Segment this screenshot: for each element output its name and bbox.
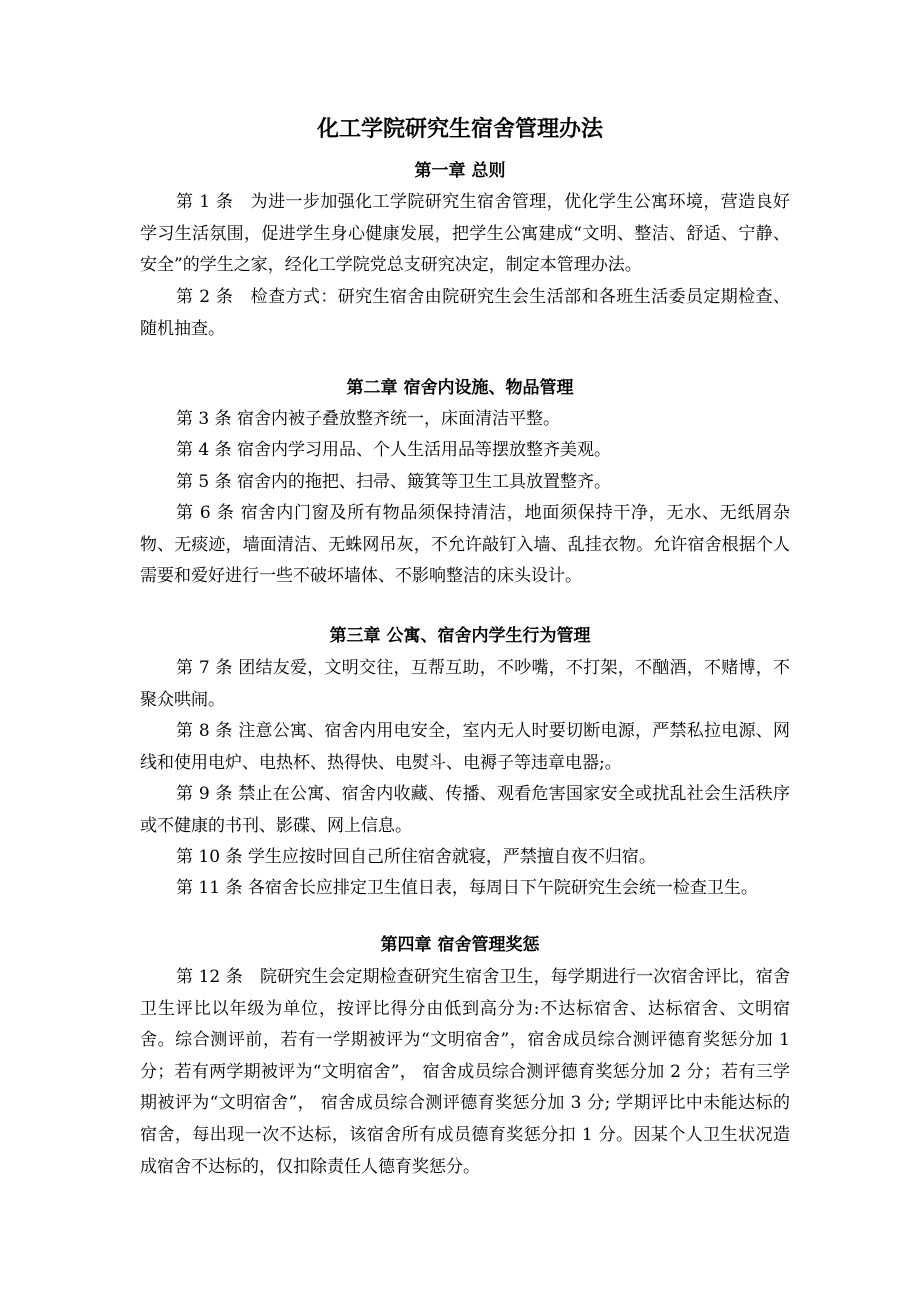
chapter-3-heading: 第三章 公寓、宿舍内学生行为管理: [329, 626, 591, 646]
article-7: 第 7 条 团结友爱，文明交往，互帮互助，不吵嘴，不打架，不酗酒，不赌博，不聚众哄闹。: [140, 658, 790, 710]
chapter-1-heading: 第一章 总则: [414, 161, 506, 181]
chapter-4-heading: 第四章 宿舍管理奖惩: [380, 935, 540, 955]
article-6: 第 6 条 宿舍内门窗及所有物品须保持清洁，地面须保持干净，无水、无纸屑杂物、无痰迹，墙面清洁、无蛛网吊灰，不允许敲钉入墙、乱挂衣物。允许宿舍根据个人需要和爱好进行一些不破坏墙体、不影响整洁的床头设计。: [140, 503, 790, 587]
article-8: 第 8 条 注意公寓、宿舍内用电安全，室内无人时要切断电源，严禁私拉电源、网线和使用电炉、电热杯、热得快、电熨斗、电褥子等违章电器;。: [140, 721, 790, 773]
chapter-2-heading: 第二章 宿舍内设施、物品管理: [346, 378, 574, 398]
article-12: 第 12 条 院研究生会定期检查研究生宿舍卫生，每学期进行一次宿舍评比，宿舍卫生评比以年级为单位，按评比得分由低到高分为:不达标宿舍、达标宿舍、文明宿舍。综合测评前，若有一学期被评为“文明宿舍”，宿舍成员综合测评德育奖惩分加 1 分；若有两学期被评为“文明宿舍”， 宿舍成员综合测评德育奖惩分加 2 分；若有三学期被评为“文明宿舍”， 宿舍成员综合测评德育奖惩分加 3 分; 学期评比中未能达标的宿舍，每出现一次不达标，该宿舍所有成员德育奖惩分扣 1 分。因某个人卫生状况造成宿舍不达标的，仅扣除责任人德育奖惩分。: [140, 967, 790, 1177]
document-title: 化工学院研究生宿舍管理办法: [316, 116, 603, 142]
article-3: 第 3 条 宿舍内被子叠放整齐统一，床面清洁平整。: [176, 409, 561, 429]
article-2: 第 2 条 检查方式：研究生宿舍由院研究生会生活部和各班生活委员定期检查、随机抽查。: [140, 287, 790, 339]
article-11: 第 11 条 各宿舍长应排定卫生值日表，每周日下午院研究生会统一检查卫生。: [176, 878, 758, 898]
article-10: 第 10 条 学生应按时回自己所住宿舍就寝，严禁擅自夜不归宿。: [176, 847, 656, 867]
article-9: 第 9 条 禁止在公寓、宿舍内收藏、传播、观看危害国家安全或扰乱社会生活秩序或不健康的书刊、影碟、网上信息。: [140, 784, 790, 836]
article-5: 第 5 条 宿舍内的拖把、扫帚、簸箕等卫生工具放置整齐。: [176, 472, 612, 492]
article-1: 第 1 条 为进一步加强化工学院研究生宿舍管理，优化学生公寓环境，营造良好学习生活氛围，促进学生身心健康发展，把学生公寓建成“文明、整洁、舒适、宁静、安全”的学生之家，经化工学院党总支研究决定，制定本管理办法。: [140, 192, 790, 276]
article-4: 第 4 条 宿舍内学习用品、个人生活用品等摆放整齐美观。: [176, 440, 612, 460]
